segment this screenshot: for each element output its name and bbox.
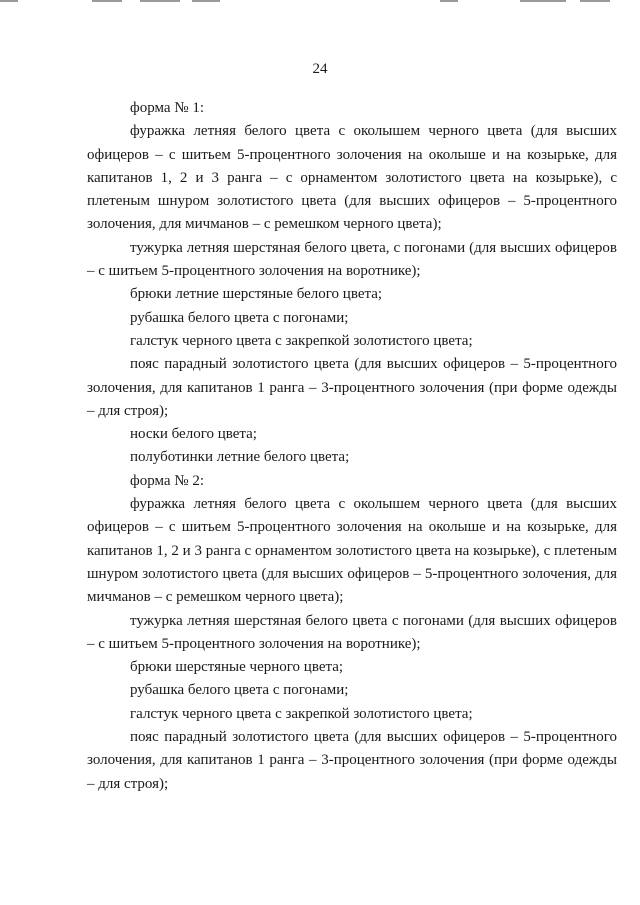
- paragraph-belt-2: пояс парадный золотистого цвета (для высших офицеров – 5-процентного золочения, для капитанов 1 ранга – 3-процентного золочения (при форме одежды – для строя);: [87, 729, 617, 792]
- paragraph-jacket: тужурка летняя шерстяная белого цвета, с погонами (для высших офицеров – с шитьем 5-процентного золочения на воротнике);: [87, 239, 617, 280]
- page-number: 24: [312, 61, 328, 77]
- paragraph-socks: носки белого цвета;: [130, 426, 257, 443]
- paragraph-belt: пояс парадный золотистого цвета (для высших офицеров – 5-процентного золочения, для капитанов 1 ранга – 3-процентного золочения (при форме одежды – для строя);: [87, 356, 617, 419]
- document-body: [87, 97, 617, 796]
- paragraph-tie-2: галстук черного цвета с закрепкой золотистого цвета;: [130, 705, 473, 722]
- paragraph-trousers-2: брюки шерстяные черного цвета;: [130, 659, 344, 676]
- paragraph-cap-2: фуражка летняя белого цвета с околышем черного цвета (для высших офицеров – с шитьем 5-процентного золочения на околыше и на козырьке, для капитанов 1, 2 и 3 ранга с орнаментом золотистого цвета на козырьке), с плетеным шнуром золотистого цвета (для высших офицеров – 5-процентного золочения, для мичманов – с ремешком черного цвета);: [87, 496, 617, 606]
- paragraph-form-1-heading: форма № 1:: [130, 100, 205, 116]
- scan-edge-marks: [0, 0, 640, 4]
- paragraph-shirt: рубашка белого цвета с погонами;: [130, 309, 349, 326]
- paragraph-tie: галстук черного цвета с закрепкой золотистого цвета;: [130, 332, 473, 349]
- paragraph-jacket-2: тужурка летняя шерстяная белого цвета с погонами (для высших офицеров – с шитьем 5-процентного золочения на воротнике);: [87, 612, 617, 652]
- paragraph-trousers: брюки летние шерстяные белого цвета;: [130, 286, 383, 303]
- paragraph-shoes: полуботинки летние белого цвета;: [130, 449, 350, 466]
- paragraph-cap: фуражка летняя белого цвета с околышем черного цвета (для высших офицеров – с шитьем 5-процентного золочения на околыше и на козырьке, для капитанов 1, 2 и 3 ранга – с орнаментом золотистого цвета на козырьке), с плетеным шнуром золотистого цвета (для высших офицеров – 5-процентного золочения, для мичманов – с ремешком черного цвета);: [87, 123, 617, 233]
- paragraph-shirt-2: рубашка белого цвета с погонами;: [130, 682, 349, 699]
- paragraph-form-2-heading: форма № 2:: [130, 472, 205, 489]
